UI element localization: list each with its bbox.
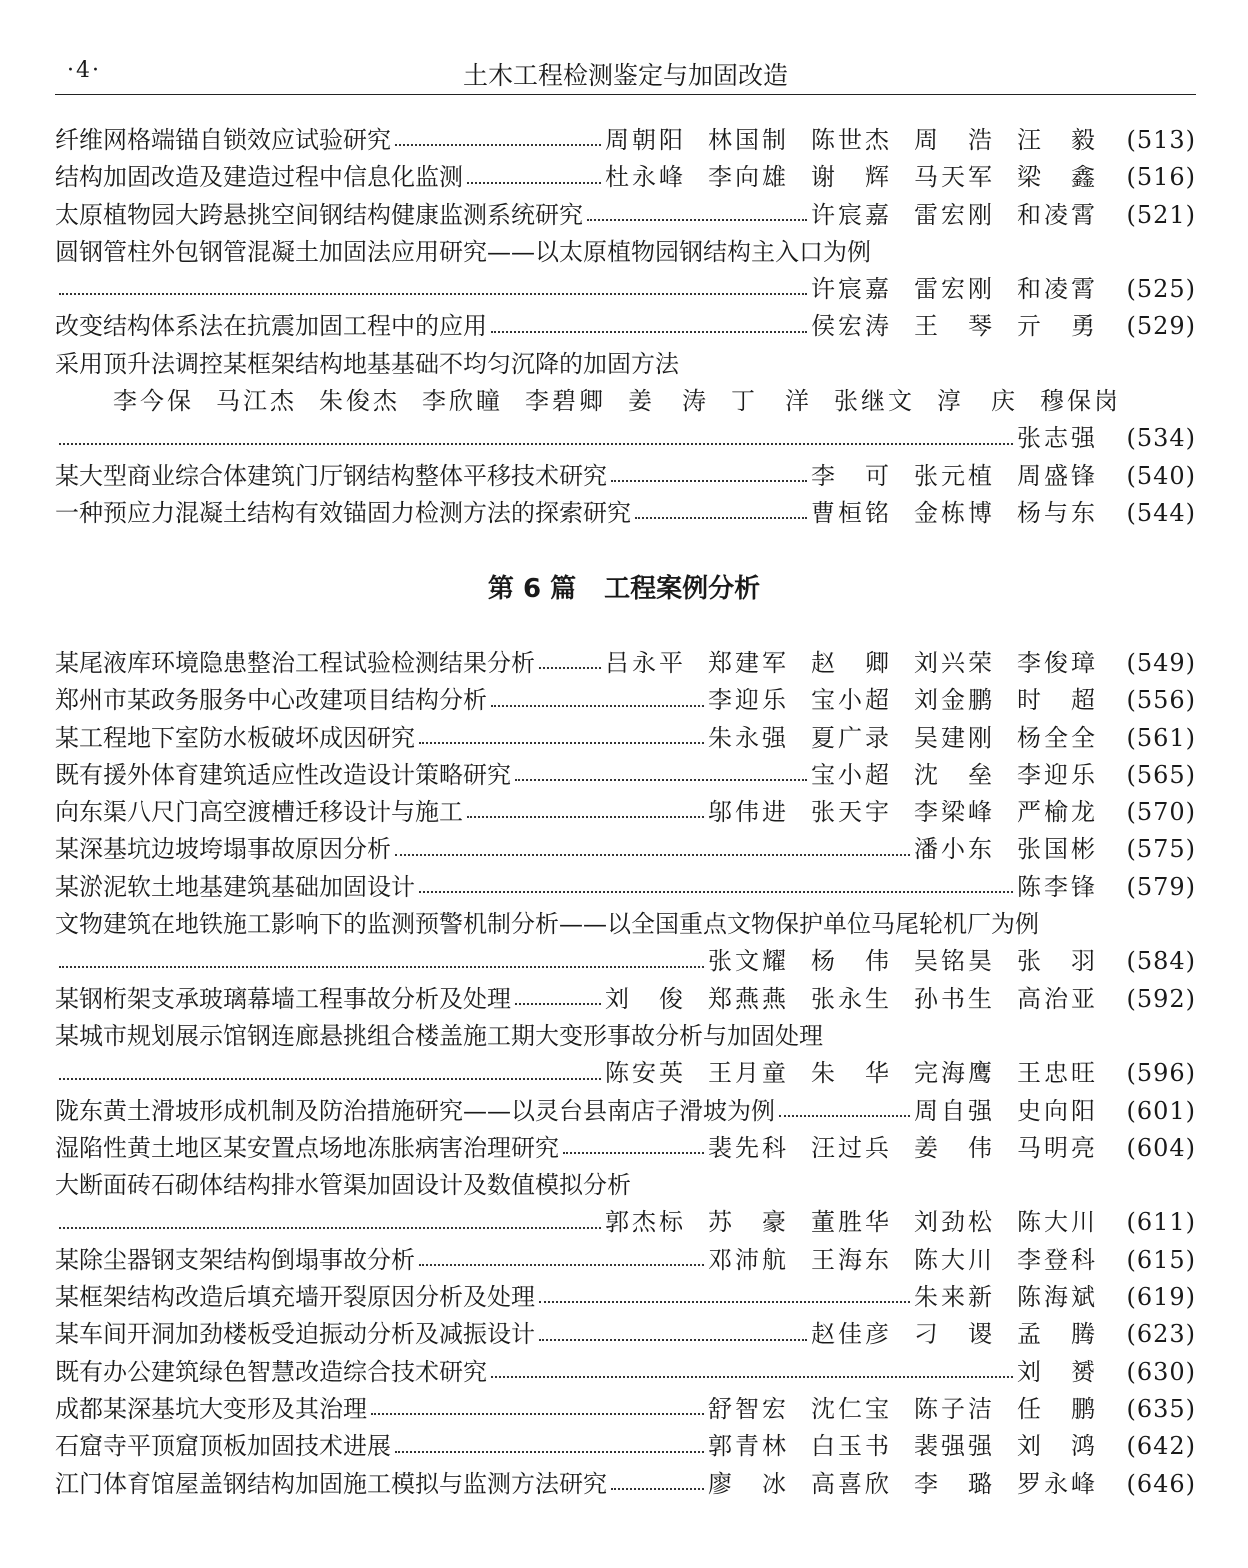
author-name: 和凌霄 — [1017, 275, 1098, 304]
author-name: 赵 卿 — [811, 649, 892, 677]
entry-title: 湿陷性黄土地区某安置点场地冻胀病害治理研究 — [55, 1133, 559, 1162]
toc-entry — [55, 1091, 1196, 1128]
toc-entry — [55, 1128, 1196, 1165]
dot-leader — [59, 1226, 601, 1229]
author-name: 沈仁宝 — [811, 1394, 892, 1423]
entry-authors — [708, 680, 1120, 715]
author-name: 董胜华 — [811, 1208, 892, 1237]
author-name: 陈安英 — [605, 1059, 686, 1088]
author-name: 李 璐 — [914, 1469, 995, 1498]
author-name: 李碧卿 — [525, 387, 606, 416]
toc-entry — [55, 269, 1196, 306]
author-name: 李梁峰 — [914, 798, 995, 827]
author-name: 王海东 — [811, 1245, 892, 1274]
author-name: 孟 腾 — [1017, 1320, 1098, 1349]
dot-leader — [395, 143, 601, 146]
author-name: 马明亮 — [1017, 1133, 1098, 1162]
author-name: 罗永峰 — [1017, 1469, 1098, 1498]
toc-entry — [55, 232, 1196, 269]
toc-entry — [55, 941, 1196, 978]
entry-page: (584) — [1126, 947, 1196, 976]
dot-leader — [467, 181, 601, 184]
toc-entry — [55, 344, 1196, 381]
author-name: 赵佳彦 — [811, 1320, 892, 1349]
entry-page: (565) — [1126, 760, 1196, 789]
author-name: 杨与东 — [1017, 498, 1098, 527]
entry-authors — [708, 1128, 1120, 1163]
entry-title: 采用顶升法调控某框架结构地基基础不均匀沉降的加固方法 — [55, 349, 679, 378]
entry-page: (570) — [1126, 798, 1196, 827]
dot-leader — [419, 1263, 704, 1266]
entry-title: 改变结构体系法在抗震加固工程中的应用 — [55, 312, 487, 341]
author-name: 严榆龙 — [1017, 798, 1098, 827]
entry-page: (556) — [1126, 686, 1196, 715]
dot-leader — [59, 292, 807, 295]
toc-entry — [55, 829, 1196, 866]
entry-authors — [605, 643, 1120, 678]
toc-section-2 — [55, 643, 1196, 1501]
toc-entry — [55, 418, 1196, 455]
entry-authors — [708, 1240, 1120, 1275]
entry-authors — [708, 1389, 1120, 1424]
entry-title: 江门体育馆屋盖钢结构加固施工模拟与监测方法研究 — [55, 1469, 607, 1498]
author-name: 郭杰标 — [605, 1208, 686, 1237]
author-name: 许宸嘉 — [811, 200, 892, 229]
author-name: 张国彬 — [1017, 835, 1098, 864]
entry-authors — [708, 941, 1120, 976]
entry-page: (579) — [1126, 872, 1196, 901]
entry-title: 某框架结构改造后填充墙开裂原因分析及处理 — [55, 1283, 535, 1312]
entry-title: 向东渠八尺门高空渡槽迁移设计与施工 — [55, 798, 463, 827]
author-name: 吴铭昊 — [914, 947, 995, 976]
journal-title: 土木工程检测鉴定与加固改造 — [462, 61, 788, 90]
entry-page: (615) — [1126, 1245, 1196, 1274]
author-name: 邓沛航 — [708, 1245, 789, 1274]
author-name: 陈世杰 — [811, 126, 892, 154]
author-name: 汪 毅 — [1017, 126, 1098, 154]
entry-title: 石窟寺平顶窟顶板加固技术进展 — [55, 1432, 391, 1461]
entry-page: (513) — [1126, 126, 1196, 154]
author-name: 朱俊杰 — [319, 387, 400, 416]
author-name: 雷宏刚 — [914, 200, 995, 229]
author-name: 姜 涛 — [628, 387, 709, 416]
toc-entry — [55, 718, 1196, 755]
author-name: 亓 勇 — [1017, 312, 1098, 341]
author-name: 谢 辉 — [811, 163, 892, 192]
dot-leader — [59, 965, 704, 968]
author-name: 杜永峰 — [605, 163, 686, 192]
author-name: 李迎乐 — [708, 686, 789, 715]
author-name: 周 浩 — [914, 126, 995, 154]
author-name: 姜 伟 — [914, 1133, 995, 1162]
toc-section-1 — [55, 120, 1196, 530]
part-heading — [0, 568, 1248, 605]
entry-authors — [1017, 1352, 1120, 1387]
entry-page: (619) — [1126, 1283, 1196, 1312]
author-name: 时 超 — [1017, 686, 1098, 715]
toc-entry — [55, 1240, 1196, 1277]
entry-title: 既有援外体育建筑适应性改造设计策略研究 — [55, 760, 511, 789]
entry-authors — [1017, 867, 1120, 902]
dot-leader — [491, 330, 807, 333]
author-name: 周自强 — [914, 1096, 995, 1125]
author-name: 曹桓铭 — [811, 498, 892, 527]
toc-entry — [55, 680, 1196, 717]
dot-leader — [59, 1077, 601, 1080]
entry-page: (540) — [1126, 461, 1196, 490]
author-name: 马天军 — [914, 163, 995, 192]
author-name: 淳 庆 — [937, 387, 1018, 416]
entry-title: 大断面砖石砌体结构排水管渠加固设计及数值模拟分析 — [55, 1171, 631, 1200]
author-name: 舒智宏 — [708, 1394, 789, 1423]
author-name: 张元植 — [914, 461, 995, 490]
entry-authors — [708, 1426, 1120, 1461]
dot-leader — [371, 1412, 704, 1415]
dot-leader — [779, 1114, 910, 1117]
author-name: 李迎乐 — [1017, 760, 1098, 789]
author-name: 史向阳 — [1017, 1096, 1098, 1125]
author-name: 杨 伟 — [811, 947, 892, 976]
dot-leader — [563, 1151, 704, 1154]
entry-authors — [811, 493, 1120, 528]
author-name: 李欣瞳 — [422, 387, 503, 416]
author-name: 陈大川 — [1017, 1208, 1098, 1237]
author-name: 张文耀 — [708, 947, 789, 976]
author-name: 孙书生 — [914, 984, 995, 1013]
toc-entry — [55, 792, 1196, 829]
author-name: 郭青林 — [708, 1432, 789, 1461]
toc-entry — [55, 1426, 1196, 1463]
dot-leader — [515, 1002, 601, 1005]
toc-entry — [55, 157, 1196, 194]
entry-page: (516) — [1126, 163, 1196, 192]
entry-title: 某工程地下室防水板破坏成因研究 — [55, 723, 415, 752]
author-name: 朱永强 — [708, 723, 789, 752]
entry-authors — [811, 456, 1120, 491]
author-name: 刘劲松 — [914, 1208, 995, 1237]
author-name: 完海鹰 — [914, 1059, 995, 1088]
author-name: 张志强 — [1017, 424, 1098, 453]
entry-title: 某城市规划展示馆钢连廊悬挑组合楼盖施工期大变形事故分析与加固处理 — [55, 1021, 823, 1050]
toc-entry — [55, 979, 1196, 1016]
entry-page: (611) — [1126, 1208, 1196, 1237]
author-name: 李今保 — [113, 387, 194, 416]
author-name: 许宸嘉 — [811, 275, 892, 304]
entry-page: (561) — [1126, 723, 1196, 752]
author-name: 任 鹏 — [1017, 1394, 1098, 1423]
toc-entry — [55, 904, 1196, 941]
author-name: 刘 俊 — [605, 984, 686, 1013]
toc-entry — [55, 195, 1196, 232]
toc-entry — [55, 1389, 1196, 1426]
dot-leader — [515, 778, 807, 781]
entry-title: 某尾液库环境隐患整治工程试验检测结果分析 — [55, 649, 535, 677]
author-name: 刘兴荣 — [914, 649, 995, 677]
author-name: 吕永平 — [605, 649, 686, 677]
author-name: 马江杰 — [216, 387, 297, 416]
entry-title: 某深基坑边坡垮塌事故原因分析 — [55, 835, 391, 864]
entry-title: 一种预应力混凝土结构有效锚固力检测方法的探索研究 — [55, 498, 631, 527]
toc-entry — [55, 1314, 1196, 1351]
entry-title: 纤维网格端锚自锁效应试验研究 — [55, 126, 391, 154]
dot-leader — [539, 1300, 910, 1303]
toc-entry — [55, 1165, 1196, 1202]
author-name: 周盛锋 — [1017, 461, 1098, 490]
author-name: 李登科 — [1017, 1245, 1098, 1274]
toc-entry — [55, 456, 1196, 493]
author-name: 苏 豪 — [708, 1208, 789, 1237]
entry-title: 某淤泥软土地基建筑基础加固设计 — [55, 872, 415, 901]
author-name: 张天宇 — [811, 798, 892, 827]
author-name: 沈 垒 — [914, 760, 995, 789]
author-name: 陈大川 — [914, 1245, 995, 1274]
author-name: 林国制 — [708, 126, 789, 154]
dot-leader — [635, 516, 807, 519]
author-name: 宝小超 — [811, 686, 892, 715]
toc-entry — [55, 643, 1196, 680]
toc-entry — [55, 1277, 1196, 1314]
toc-entry — [55, 120, 1196, 157]
entry-title: 既有办公建筑绿色智慧改造综合技术研究 — [55, 1357, 487, 1386]
entry-authors — [708, 718, 1120, 753]
page-number: ·4· — [67, 58, 101, 83]
dot-leader — [611, 479, 807, 482]
author-name: 潘小东 — [914, 835, 995, 864]
toc-entry — [55, 1016, 1196, 1053]
entry-page: (525) — [1126, 275, 1196, 304]
author-name: 王月童 — [708, 1059, 789, 1088]
author-name: 雷宏刚 — [914, 275, 995, 304]
author-name: 郑建军 — [708, 649, 789, 677]
entry-page: (623) — [1126, 1320, 1196, 1349]
part-title: 工程案例分析 — [604, 574, 761, 604]
entry-page: (544) — [1126, 498, 1196, 527]
author-name: 张永生 — [811, 984, 892, 1013]
entry-page: (630) — [1126, 1357, 1196, 1386]
dot-leader — [611, 1487, 704, 1490]
entry-authors — [811, 755, 1120, 790]
author-name: 白玉书 — [811, 1432, 892, 1461]
entry-page: (646) — [1126, 1469, 1196, 1498]
part-number: 第 6 篇 — [487, 574, 577, 604]
author-name: 宝小超 — [811, 760, 892, 789]
entry-authors — [605, 120, 1120, 155]
dot-leader — [419, 890, 1013, 893]
author-name: 郑燕燕 — [708, 984, 789, 1013]
author-name: 刘 鸿 — [1017, 1432, 1098, 1461]
author-name: 和凌霄 — [1017, 200, 1098, 229]
dot-leader — [395, 853, 910, 856]
author-name: 吴建刚 — [914, 723, 995, 752]
author-name: 陈李锋 — [1017, 872, 1098, 901]
author-name: 邬伟进 — [708, 798, 789, 827]
author-name: 杨全全 — [1017, 723, 1098, 752]
entry-authors — [113, 381, 1143, 416]
author-name: 陈子洁 — [914, 1394, 995, 1423]
entry-title: 某钢桁架支承玻璃幕墙工程事故分析及处理 — [55, 984, 511, 1013]
author-name: 梁 鑫 — [1017, 163, 1098, 192]
author-name: 李向雄 — [708, 163, 789, 192]
author-name: 李俊璋 — [1017, 649, 1098, 677]
author-name: 夏广录 — [811, 723, 892, 752]
dot-leader — [491, 704, 704, 707]
page-header — [55, 50, 1196, 95]
entry-page: (521) — [1126, 200, 1196, 229]
author-name: 刁 谡 — [914, 1320, 995, 1349]
entry-page: (601) — [1126, 1096, 1196, 1125]
entry-page: (635) — [1126, 1394, 1196, 1423]
entry-authors — [605, 979, 1120, 1014]
author-name: 高喜欣 — [811, 1469, 892, 1498]
toc-entry — [55, 381, 1196, 418]
author-name: 张 羽 — [1017, 947, 1098, 976]
author-name: 王 琴 — [914, 312, 995, 341]
author-name: 裴强强 — [914, 1432, 995, 1461]
entry-authors — [708, 792, 1120, 827]
entry-authors — [811, 195, 1120, 230]
author-name: 裴先科 — [708, 1133, 789, 1162]
author-name: 廖 冰 — [708, 1469, 789, 1498]
entry-authors — [811, 306, 1120, 341]
dot-leader — [419, 741, 704, 744]
dot-leader — [395, 1450, 704, 1453]
author-name: 李 可 — [811, 461, 892, 490]
entry-authors — [914, 1091, 1120, 1126]
entry-authors — [605, 1202, 1120, 1237]
entry-authors — [914, 1277, 1120, 1312]
entry-title: 陇东黄土滑坡形成机制及防治措施研究——以灵台县南店子滑坡为例 — [55, 1096, 775, 1125]
entry-authors — [914, 829, 1120, 864]
entry-page: (642) — [1126, 1432, 1196, 1461]
author-name: 金栋博 — [914, 498, 995, 527]
author-name: 汪过兵 — [811, 1133, 892, 1162]
dot-leader — [467, 815, 704, 818]
author-name: 王忠旺 — [1017, 1059, 1098, 1088]
toc-entry — [55, 1464, 1196, 1501]
toc-entry — [55, 306, 1196, 343]
entry-title: 某大型商业综合体建筑门厅钢结构整体平移技术研究 — [55, 461, 607, 490]
entry-page: (592) — [1126, 984, 1196, 1013]
entry-page: (529) — [1126, 312, 1196, 341]
author-name: 陈海斌 — [1017, 1283, 1098, 1312]
dot-leader — [539, 1338, 807, 1341]
author-name: 侯宏涛 — [811, 312, 892, 341]
toc-entry — [55, 1202, 1196, 1239]
author-name: 高治亚 — [1017, 984, 1098, 1013]
dot-leader — [59, 442, 1013, 445]
entry-authors — [605, 1053, 1120, 1088]
entry-page: (549) — [1126, 649, 1196, 677]
toc-entry — [55, 1053, 1196, 1090]
toc-entry — [55, 1352, 1196, 1389]
entry-authors — [811, 1314, 1120, 1349]
author-name: 朱 华 — [811, 1059, 892, 1088]
entry-page: (575) — [1126, 835, 1196, 864]
entry-page: (596) — [1126, 1059, 1196, 1088]
entry-page: (534) — [1126, 424, 1196, 453]
entry-authors — [811, 269, 1120, 304]
entry-title: 某车间开洞加劲楼板受迫振动分析及减振设计 — [55, 1320, 535, 1349]
entry-title: 文物建筑在地铁施工影响下的监测预警机制分析——以全国重点文物保护单位马尾轮机厂为例 — [55, 910, 1039, 939]
entry-authors — [708, 1464, 1120, 1499]
dot-leader — [539, 666, 601, 669]
dot-leader — [587, 218, 807, 221]
entry-authors — [1017, 418, 1120, 453]
author-name: 丁 洋 — [731, 387, 812, 416]
entry-title: 太原植物园大跨悬挑空间钢结构健康监测系统研究 — [55, 200, 583, 229]
entry-title: 郑州市某政务服务中心改建项目结构分析 — [55, 686, 487, 715]
toc-entry — [55, 755, 1196, 792]
entry-authors — [605, 157, 1120, 192]
entry-title: 某除尘器钢支架结构倒塌事故分析 — [55, 1245, 415, 1274]
author-name: 刘金鹏 — [914, 686, 995, 715]
author-name: 周朝阳 — [605, 126, 686, 154]
author-name: 张继文 — [834, 387, 915, 416]
entry-title: 圆钢管柱外包钢管混凝土加固法应用研究——以太原植物园钢结构主入口为例 — [55, 237, 871, 266]
entry-title: 结构加固改造及建造过程中信息化监测 — [55, 163, 463, 192]
toc-entry — [55, 493, 1196, 530]
author-name: 刘 赟 — [1017, 1357, 1098, 1386]
toc-entry — [55, 867, 1196, 904]
author-name: 朱来新 — [914, 1283, 995, 1312]
author-name: 穆保岗 — [1040, 387, 1121, 416]
dot-leader — [491, 1375, 1013, 1378]
entry-page: (604) — [1126, 1133, 1196, 1162]
entry-title: 成都某深基坑大变形及其治理 — [55, 1394, 367, 1423]
